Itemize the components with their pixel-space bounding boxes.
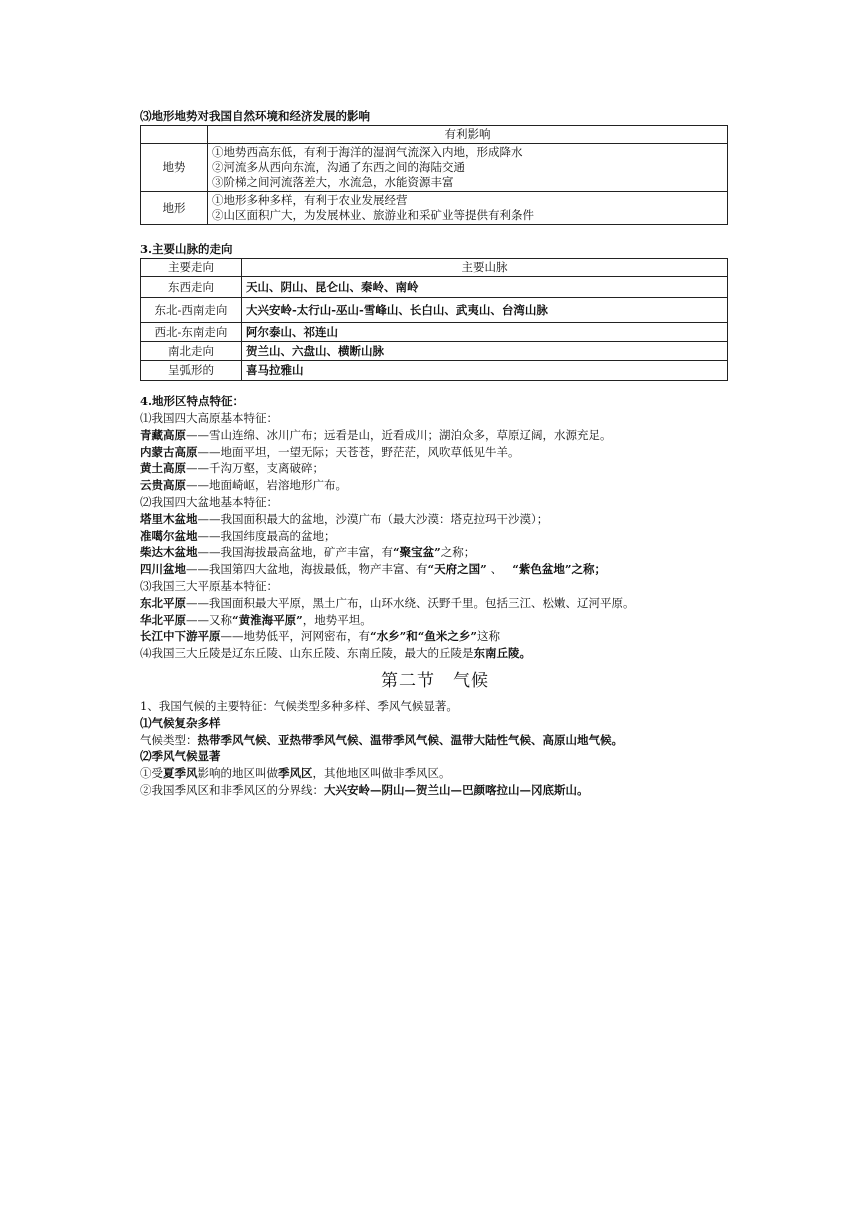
nickname: “天府之国” bbox=[427, 562, 487, 577]
label: 气候类型： bbox=[140, 732, 198, 747]
row-label-landform: 地形 bbox=[141, 192, 208, 225]
subheading-basins: ⑵我国四大盆地基本特征： bbox=[140, 494, 278, 509]
nickname: “紫色盆地”之称； bbox=[512, 562, 606, 577]
nickname: “鱼米之乡” bbox=[417, 629, 477, 644]
climate-line bbox=[140, 765, 730, 782]
impact-item: ①地势西高东低，有利于海洋的湿润气流深入内地，形成降水 bbox=[212, 145, 523, 159]
term: 内蒙古高原 bbox=[140, 444, 198, 459]
section-heading-landform-regions: 4.地形区特点特征： bbox=[140, 394, 245, 408]
table-row bbox=[141, 323, 728, 342]
description: ，地势平坦。 bbox=[302, 612, 372, 627]
description: ——我国第四大盆地，海拔最低，物产丰富、有 bbox=[186, 562, 428, 577]
table-row bbox=[141, 277, 728, 298]
section-title-climate: 第二节 气候 bbox=[381, 670, 489, 691]
table-row bbox=[141, 259, 728, 277]
boundary-line: 大兴安岭—阴山—贺兰山—巴颜喀拉山—冈底斯山。 bbox=[324, 782, 589, 797]
table-row bbox=[141, 298, 728, 323]
term: 东北平原 bbox=[140, 595, 186, 610]
direction-cell: 西北-东南走向 bbox=[141, 323, 242, 342]
term: 准噶尔盆地 bbox=[140, 528, 198, 543]
nickname: “聚宝盆” bbox=[393, 545, 441, 560]
description: 之称； bbox=[440, 545, 476, 560]
terrain-impact-table bbox=[140, 125, 728, 225]
mountains-cell: 贺兰山、六盘山、横断山脉 bbox=[242, 342, 728, 361]
list-item bbox=[140, 477, 730, 494]
list-item bbox=[140, 528, 730, 545]
list-item bbox=[140, 612, 730, 629]
mountains-cell: 天山、阴山、昆仑山、秦岭、南岭 bbox=[242, 277, 728, 298]
description: ——我国海拔最高盆地，矿产丰富，有 bbox=[197, 545, 393, 560]
climate-line bbox=[140, 732, 730, 749]
subheading-plains: ⑶我国三大平原基本特征： bbox=[140, 578, 278, 593]
climate-line bbox=[140, 782, 730, 799]
description: ——千沟万壑，支离破碎； bbox=[186, 461, 324, 476]
document-page bbox=[140, 108, 730, 799]
term: 长江中下游平原 bbox=[140, 629, 221, 644]
text: ，其他地区叫做非季风区。 bbox=[312, 766, 451, 781]
text: ①受 bbox=[140, 766, 163, 781]
impact-item: ②河流多从西向东流，沟通了东西之间的海陆交通 bbox=[212, 160, 465, 174]
table-header-cell: 主要走向 bbox=[141, 259, 242, 277]
description: ——雪山连绵、冰川广布；远看是山，近看成川；湖泊众多，草原辽阔，水源充足。 bbox=[186, 427, 612, 442]
text: ②我国季风区和非季风区的分界线： bbox=[140, 782, 324, 797]
description: ——地面平坦，一望无际；天苍苍，野茫茫，风吹草低见牛羊。 bbox=[197, 444, 520, 459]
description: ——我国纬度最高的盆地； bbox=[197, 528, 336, 543]
list-item bbox=[140, 444, 730, 461]
term: 黄土高原 bbox=[140, 461, 186, 476]
mountains-cell: 喜马拉雅山 bbox=[242, 361, 728, 381]
description: ——我国面积最大的盆地，沙漠广布（最大沙漠：塔克拉玛干沙漠）； bbox=[197, 511, 549, 526]
term: 塔里木盆地 bbox=[140, 511, 198, 526]
term: 夏季风 bbox=[163, 766, 198, 781]
description: ——地势低平，河网密布，有 bbox=[220, 629, 370, 644]
direction-cell: 南北走向 bbox=[141, 342, 242, 361]
mountains-cell: 阿尔泰山、祁连山 bbox=[242, 323, 728, 342]
table-header-cell: 有利影响 bbox=[208, 126, 728, 144]
table-cell-impacts bbox=[208, 192, 728, 225]
term: 云贵高原 bbox=[140, 478, 186, 493]
table-cell-impacts bbox=[208, 144, 728, 192]
section-heading-terrain-impact: ⑶地形地势对我国自然环境和经济发展的影响 bbox=[140, 109, 370, 123]
climate-subheading: ⑴气候复杂多样 bbox=[140, 715, 221, 730]
direction-cell: 东西走向 bbox=[141, 277, 242, 298]
description: ⑷我国三大丘陵是辽东丘陵、山东丘陵、东南丘陵，最大的丘陵是 bbox=[140, 646, 474, 661]
row-label-terrain-slope: 地势 bbox=[141, 144, 208, 192]
list-item bbox=[140, 544, 730, 561]
impact-item: ①地形多种多样，有利于农业发展经营 bbox=[212, 193, 408, 207]
table-row bbox=[141, 361, 728, 381]
mountains-cell: 大兴安岭-太行山-巫山-雪峰山、长白山、武夷山、台湾山脉 bbox=[242, 298, 728, 323]
term: 季风区 bbox=[278, 766, 313, 781]
impact-item: ②山区面积广大，为发展林业、旅游业和采矿业等提供有利条件 bbox=[212, 208, 534, 222]
table-row bbox=[141, 126, 728, 144]
term: 四川盆地 bbox=[140, 562, 186, 577]
mountain-direction-table bbox=[140, 258, 728, 381]
term: 华北平原 bbox=[140, 612, 186, 627]
list-item bbox=[140, 645, 730, 662]
direction-cell: 东北-西南走向 bbox=[141, 298, 242, 323]
subheading-plateaus: ⑴我国四大高原基本特征： bbox=[140, 411, 278, 425]
description: 这称 bbox=[476, 629, 500, 644]
nickname: “水乡” bbox=[370, 629, 407, 644]
direction-cell: 呈弧形的 bbox=[141, 361, 242, 381]
table-cell-empty bbox=[141, 126, 208, 144]
section-heading-mountains: 3.主要山脉的走向 bbox=[140, 242, 233, 256]
separator: 、 bbox=[490, 562, 503, 577]
climate-subheading: ⑵季风气候显著 bbox=[140, 749, 221, 764]
description: ——又称 bbox=[186, 612, 232, 627]
list-item bbox=[140, 628, 730, 645]
term: 青藏高原 bbox=[140, 427, 186, 442]
list-item bbox=[140, 427, 730, 444]
description: ——地面崎岖，岩溶地形广布。 bbox=[186, 478, 347, 493]
climate-types: 热带季风气候、亚热带季风气候、温带季风气候、温带大陆性气候、高原山地气候。 bbox=[197, 732, 623, 747]
table-row bbox=[141, 342, 728, 361]
list-item bbox=[140, 561, 730, 578]
term: 柴达木盆地 bbox=[140, 545, 198, 560]
table-header-cell: 主要山脉 bbox=[242, 259, 728, 277]
list-item bbox=[140, 511, 730, 528]
description: ——我国面积最大平原，黑土广布，山环水绕、沃野千里。包括三江、松嫩、辽河平原。 bbox=[186, 595, 635, 610]
table-row bbox=[141, 144, 728, 192]
term: 东南丘陵。 bbox=[473, 646, 531, 661]
nickname: “黄淮海平原” bbox=[232, 612, 303, 627]
list-item bbox=[140, 595, 730, 612]
impact-item: ③阶梯之间河流落差大，水流急，水能资源丰富 bbox=[212, 175, 454, 189]
conjunction: 和 bbox=[406, 629, 418, 644]
text: 影响的地区叫做 bbox=[197, 766, 278, 781]
list-item bbox=[140, 460, 730, 477]
table-row bbox=[141, 192, 728, 225]
climate-line: 1、我国气候的主要特征：气候类型多种多样、季风气候显著。 bbox=[140, 698, 458, 713]
